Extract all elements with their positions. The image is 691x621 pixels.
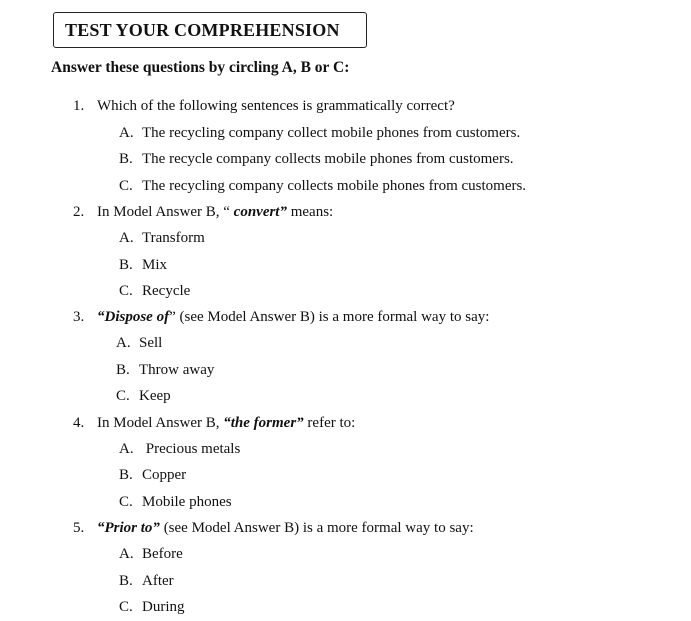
- option-2b[interactable]: [119, 256, 167, 274]
- question-number: 4.: [73, 415, 85, 431]
- question-text-post: ” (see Model Answer B) is a more formal way to say:: [169, 309, 490, 325]
- option-text: Copper: [142, 467, 187, 483]
- option-letter: B.: [116, 362, 130, 378]
- question-3: [73, 308, 489, 326]
- option-letter: A.: [119, 441, 134, 457]
- option-4a[interactable]: [119, 440, 240, 458]
- instruction-text: Answer these questions by circling A, B or C:: [51, 59, 350, 76]
- option-text: Sell: [139, 335, 163, 351]
- option-text: Transform: [142, 230, 205, 246]
- option-letter: A.: [119, 125, 134, 141]
- question-text-post: refer to:: [303, 415, 356, 431]
- title-box: [53, 12, 367, 48]
- question-term: “Prior to”: [97, 520, 160, 536]
- question-text-pre: In Model Answer B, “: [97, 204, 234, 220]
- question-4: [73, 414, 355, 432]
- option-text: Recycle: [142, 283, 191, 299]
- option-text: Keep: [139, 388, 171, 404]
- option-letter: C.: [119, 178, 133, 194]
- option-text: Mix: [142, 257, 168, 273]
- option-letter: A.: [119, 546, 134, 562]
- option-letter: A.: [119, 230, 134, 246]
- option-5a[interactable]: [119, 545, 183, 563]
- option-3b[interactable]: [116, 361, 214, 379]
- option-text: During: [142, 599, 185, 615]
- option-letter: C.: [119, 599, 133, 615]
- option-letter: C.: [116, 388, 130, 404]
- option-text: Precious metals: [142, 441, 241, 457]
- option-text: The recycling company collect mobile phones from customers.: [142, 125, 521, 141]
- option-5b[interactable]: [119, 572, 174, 590]
- question-text-post: means:: [286, 204, 334, 220]
- option-text: Throw away: [139, 362, 215, 378]
- option-1c[interactable]: [119, 177, 526, 195]
- option-4b[interactable]: [119, 466, 186, 484]
- question-number: 3.: [73, 309, 85, 325]
- option-2a[interactable]: [119, 229, 205, 247]
- option-1b[interactable]: [119, 150, 514, 168]
- option-text: The recycle company collects mobile phones from customers.: [142, 151, 514, 167]
- question-5: [73, 519, 474, 537]
- page-title: TEST YOUR COMPREHENSION: [65, 20, 340, 40]
- option-text: Mobile phones: [142, 494, 232, 510]
- option-letter: B.: [119, 467, 133, 483]
- question-number: 2.: [73, 204, 85, 220]
- option-text: After: [142, 573, 174, 589]
- question-term: “Dispose of: [97, 309, 170, 325]
- option-letter: A.: [116, 335, 131, 351]
- question-number: 5.: [73, 520, 85, 536]
- question-text: Which of the following sentences is grammatically correct?: [97, 98, 455, 114]
- option-5c[interactable]: [119, 598, 185, 616]
- question-2: [73, 203, 333, 221]
- question-text-pre: In Model Answer B,: [97, 415, 224, 431]
- option-text: Before: [142, 546, 183, 562]
- option-letter: C.: [119, 283, 133, 299]
- question-number: 1.: [73, 98, 85, 114]
- question-1: [73, 97, 455, 115]
- option-2c[interactable]: [119, 282, 190, 300]
- option-3c[interactable]: [116, 387, 171, 405]
- option-letter: B.: [119, 573, 133, 589]
- option-3a[interactable]: [116, 334, 162, 352]
- option-1a[interactable]: [119, 124, 520, 142]
- option-letter: B.: [119, 257, 133, 273]
- question-term: “the former”: [223, 415, 304, 431]
- question-text-post: (see Model Answer B) is a more formal way to say:: [159, 520, 474, 536]
- option-text: The recycling company collects mobile phones from customers.: [142, 178, 527, 194]
- question-term: convert”: [233, 204, 287, 220]
- option-letter: B.: [119, 151, 133, 167]
- option-4c[interactable]: [119, 493, 232, 511]
- option-letter: C.: [119, 494, 133, 510]
